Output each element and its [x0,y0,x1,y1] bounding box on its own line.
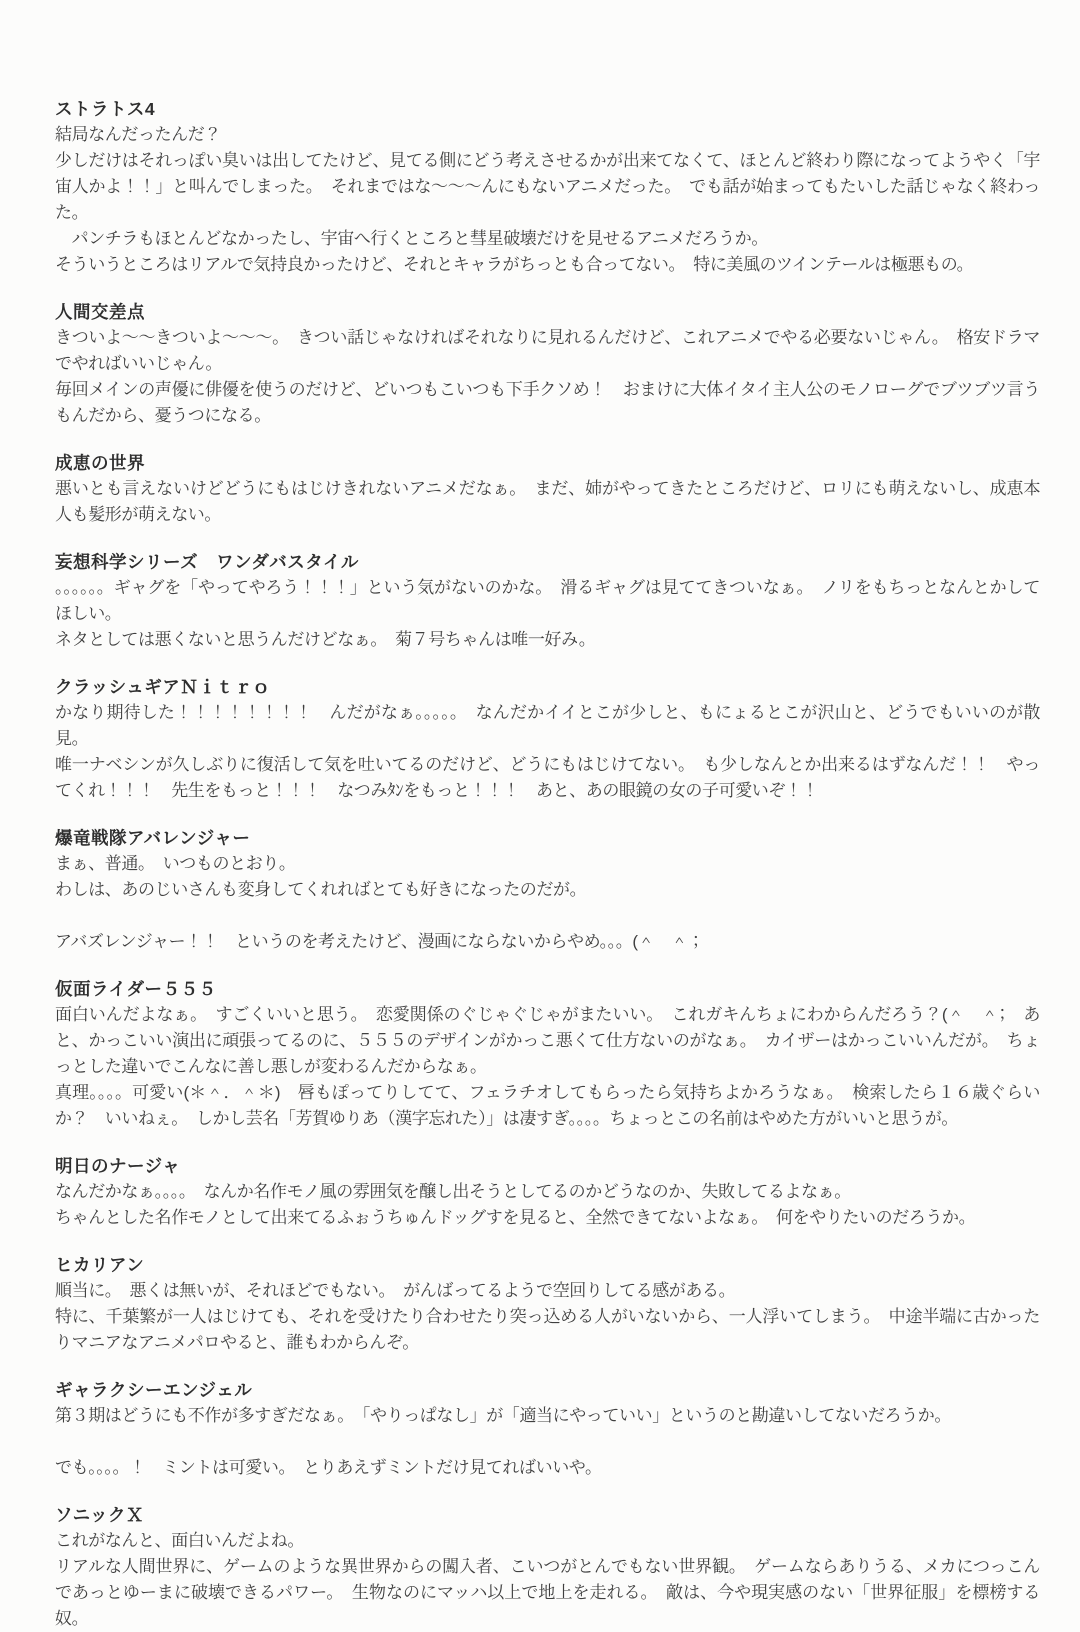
review-section [55,1252,1040,1356]
review-section [55,1502,1040,1632]
review-sections [55,96,1040,1632]
section-title: ギャラクシーエンジェル [55,1380,253,1400]
review-paragraph: 順当に。 悪くは無いが、それほどでもない。 がんばってるようで空回りしてる感がある。 [55,1281,736,1300]
review-section [55,1377,1040,1481]
review-paragraph: 。。。。。。ギャグを「やってやろう！！！」という気がないのかな。 滑るギャグは見ててきついなぁ。 ノリをもちっとなんとかしてほしい。 [55,578,1040,623]
section-title: ソニックＸ [55,1505,144,1525]
review-paragraph: 唯一ナベシンが久しぶりに復活して気を吐いてるのだけど、どうにもはじけてない。 も少しなんとか出来るはずなんだ！！ やってくれ！！！ 先生をもっと！！！ なつみﾀﾝをもっと！！！ あと、あの眼鏡の女の子可愛いぞ！！ [55,755,1040,800]
review-paragraph: アバズレンジャー！！ というのを考えたけど、漫画にならないからやめ。。。(＾ ＾； [55,932,705,951]
review-paragraph: 真理。。。。可愛い(＊＾．＾＊) 唇もぽってりしてて、フェラチオしてもらったら気持ちよかろうなぁ。 検索したら１６歳ぐらいか？ いいねぇ。 しかし芸名「芳賀ゆりあ（漢字忘れた）」は凄すぎ。。。。ちょっとこの名前はやめた方がいいと思うが。 [55,1083,1040,1128]
review-paragraph: 悪いとも言えないけどどうにもはじけきれないアニメだなぁ。 まだ、姉がやってきたところだけど、ロリにも萌えないし、成恵本人も髪形が萌えない。 [55,479,1040,524]
review-paragraph: 第３期はどうにも不作が多すぎだなぁ。 「やりっぱなし」が「適当にやっていい」というのと勘違いしてないだろうか。 [55,1406,951,1425]
review-paragraph: ちゃんとした名作モノとして出来てるふぉうちゅんドッグすを見ると、全然できてないよなぁ。 何をやりたいのだろうか。 [55,1208,976,1227]
review-section [55,450,1040,528]
section-title: 人間交差点 [55,302,145,322]
section-title: 明日のナージャ [55,1156,181,1176]
review-section [55,96,1040,278]
review-paragraph: なんだかなぁ。。。。 なんか名作モノ風の雰囲気を醸し出そうとしてるのかどうなのか、失敗してるよなぁ。 [55,1182,851,1201]
review-section [55,549,1040,653]
review-paragraph: 毎回メインの声優に俳優を使うのだけど、どいつもこいつも下手クソめ！ おまけに大体イタイ主人公のモノローグでブツブツ言うもんだから、憂うつになる。 [55,380,1040,425]
review-paragraph: かなり期待した！！！！！！！！ んだがなぁ。。。。。 なんだかイイとこが少しと、もにょるとこが沢山と、どうでもいいのが散見。 [55,703,1040,748]
review-paragraph: そういうところはリアルで気持良かったけど、それとキャラがちっとも合ってない。 特に美風のツインテールは極悪もの。 [55,255,974,274]
section-title: クラッシュギアＮｉｔｒｏ [55,677,271,697]
review-paragraph: でも。。。。！ ミントは可愛い。 とりあえずミントだけ見てればいいや。 [55,1458,602,1477]
blank-line [55,1429,1040,1455]
blank-line [55,903,1040,929]
review-paragraph: 少しだけはそれっぽい臭いは出してたけど、見てる側にどう考えさせるかが出来てなくて、ほとんど終わり際になってようやく「宇宙人かよ！！」と叫んでしまった。 それまではな～～～んにもないアニメだった。 でも話が始まってもたいした話じゃなく終わった。 [55,151,1040,222]
review-paragraph: わしは、あのじいさんも変身してくれればとても好きになったのだが。 [55,880,587,899]
review-paragraph: 面白いんだよなぁ。 すごくいいと思う。 恋愛関係のぐじゃぐじゃがまたいい。 これガキんちょにわからんだろう？(＾ ＾； あと、かっこいい演出に頑張ってるのに、５５５のデザインがかっこ悪くて仕方ないのがなぁ。 カイザーはかっこいいんだが。 ちょっとした違いでこんなに善し悪しが変わるんだからなぁ。 [55,1005,1040,1076]
section-title: ストラトス4 [55,99,156,119]
section-title: 妄想科学シリーズ ワンダバスタイル [55,552,359,572]
review-paragraph: まぁ、普通。 いつものとおり。 [55,854,296,873]
review-section [55,674,1040,804]
section-title: 爆竜戦隊アバレンジャー [55,828,251,848]
review-section [55,1153,1040,1231]
review-paragraph: 結局なんだったんだ？ [55,125,221,144]
review-paragraph: これがなんと、面白いんだよね。 [55,1531,304,1550]
section-title: 成恵の世界 [55,453,145,473]
review-paragraph: 特に、千葉繁が一人はじけても、それを受けたり合わせたり突っ込める人がいないから、一人浮いてしまう。 中途半端に古かったりマニアなアニメパロやると、誰もわからんぞ。 [55,1307,1040,1352]
review-paragraph: パンチラもほとんどなかったし、宇宙へ行くところと彗星破壊だけを見せるアニメだろうか。 [55,229,768,248]
review-paragraph: きついよ～～きついよ～～～。 きつい話じゃなければそれなりに見れるんだけど、これアニメでやる必要ないじゃん。 格安ドラマでやればいいじゃん。 [55,328,1040,373]
review-section [55,299,1040,429]
review-section [55,976,1040,1132]
section-title: 仮面ライダー５５５ [55,979,217,999]
review-paragraph: ネタとしては悪くないと思うんだけどなぁ。 菊７号ちゃんは唯一好み。 [55,630,596,649]
section-title: ヒカリアン [55,1255,145,1275]
review-paragraph: リアルな人間世界に、ゲームのような異世界からの闖入者、こいつがとんでもない世界観。 ゲームならありうる、メカにつっこんであっとゆーまに破壊できるパワー。 生物なのにマッハ以上で地上を走れる。 敵は、今や現実感のない「世界征服」を標榜する奴。 [55,1557,1040,1628]
review-section [55,825,1040,955]
